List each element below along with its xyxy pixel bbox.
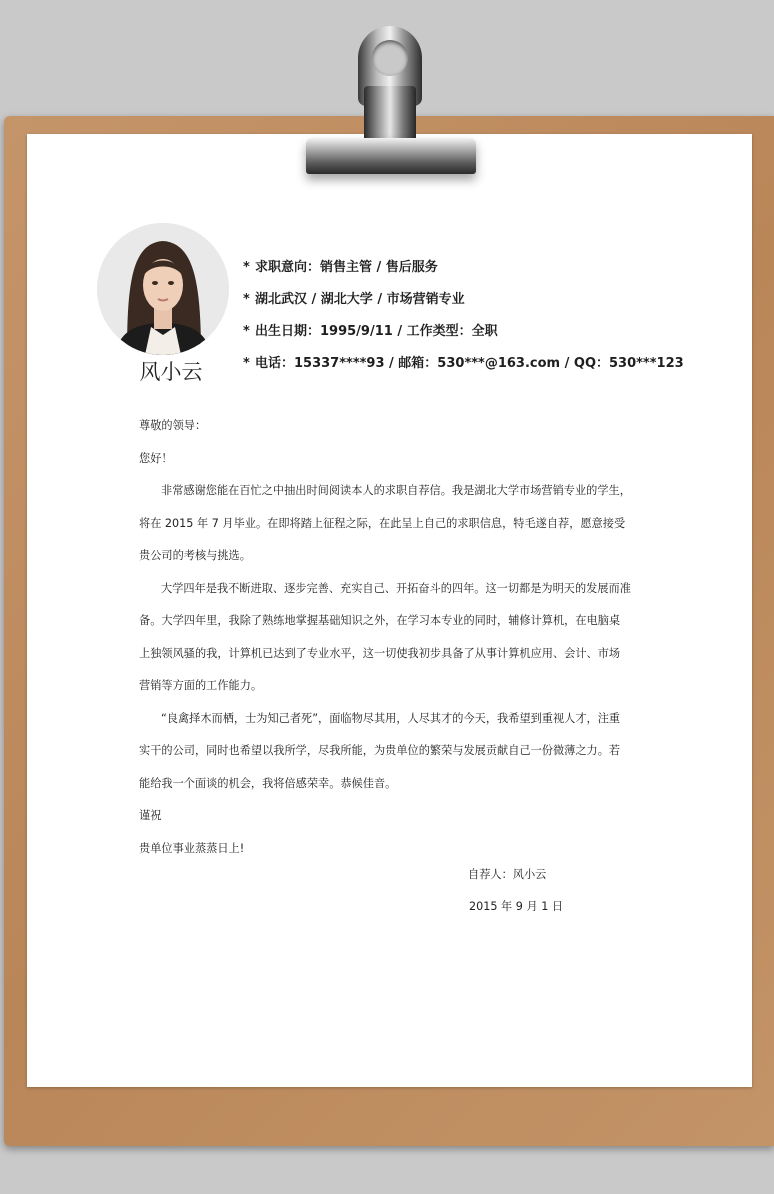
bullet: *: [243, 324, 250, 339]
info-list: [243, 258, 684, 386]
bullet: *: [243, 356, 250, 371]
info-item-contact: [243, 354, 684, 386]
bullet: *: [243, 292, 250, 307]
portrait-photo-icon: [97, 223, 229, 355]
info-item-birth: [243, 322, 663, 354]
letter-wish: 贵单位事业蒸蒸日上!: [139, 841, 245, 855]
info-text: 出生日期：1995/9/11 / 工作类型：全职: [255, 324, 498, 339]
info-item-job-intention: [243, 258, 663, 290]
info-text: 电话：15337****93 / 邮箱：530***@163.com / QQ：530***123: [255, 356, 684, 371]
info-text: 求职意向：销售主管 / 售后服务: [255, 260, 438, 275]
letter-salutation: 尊敬的领导：: [139, 419, 207, 432]
clip-base: [306, 138, 476, 174]
info-item-education: [243, 290, 663, 322]
letter-paragraph: 大学四年是我不断进取、逐步完善、充实自己、开拓奋斗的四年。这一切都是为明天的发展而准备。大学四年里，我除了熟练地掌握基础知识之外，在学习本专业的同时，辅修计算机，在电脑桌上独领风骚的我，计算机已达到了专业水平，这一切使我初步具备了从事计算机应用、会计、市场营销等方面的工作能力。: [139, 581, 631, 692]
info-text: 湖北武汉 / 湖北大学 / 市场营销专业: [255, 292, 465, 307]
letter-paragraph: 非常感谢您能在百忙之中抽出时间阅读本人的求职自荐信。我是湖北大学市场营销专业的学生，将在 2015 年 7 月毕业。在即将踏上征程之际，在此呈上自己的求职信息，特毛遂自荐，愿意接受贵公司的考核与挑选。: [139, 484, 631, 562]
letter-signature: 自荐人：风小云: [468, 868, 547, 881]
letter-closing: 谨祝: [139, 809, 162, 822]
binder-clip-icon: [306, 26, 476, 176]
cover-letter: [139, 410, 631, 865]
letter-paragraph: “良禽择木而栖，士为知己者死”，面临物尽其用，人尽其才的今天，我希望到重视人才，注重实干的公司，同时也希望以我所学，尽我所能，为贵单位的繁荣与发展贡献自己一份微薄之力。若能给我一个面谈的机会，我将倍感荣幸。恭候佳音。: [139, 711, 621, 790]
letter-date: 2015 年 9 月 1 日: [469, 900, 564, 913]
clip-body: [364, 86, 416, 142]
bullet: *: [243, 260, 250, 275]
applicant-name: 风小云: [139, 360, 203, 384]
letter-greeting: 您好！: [139, 451, 173, 465]
